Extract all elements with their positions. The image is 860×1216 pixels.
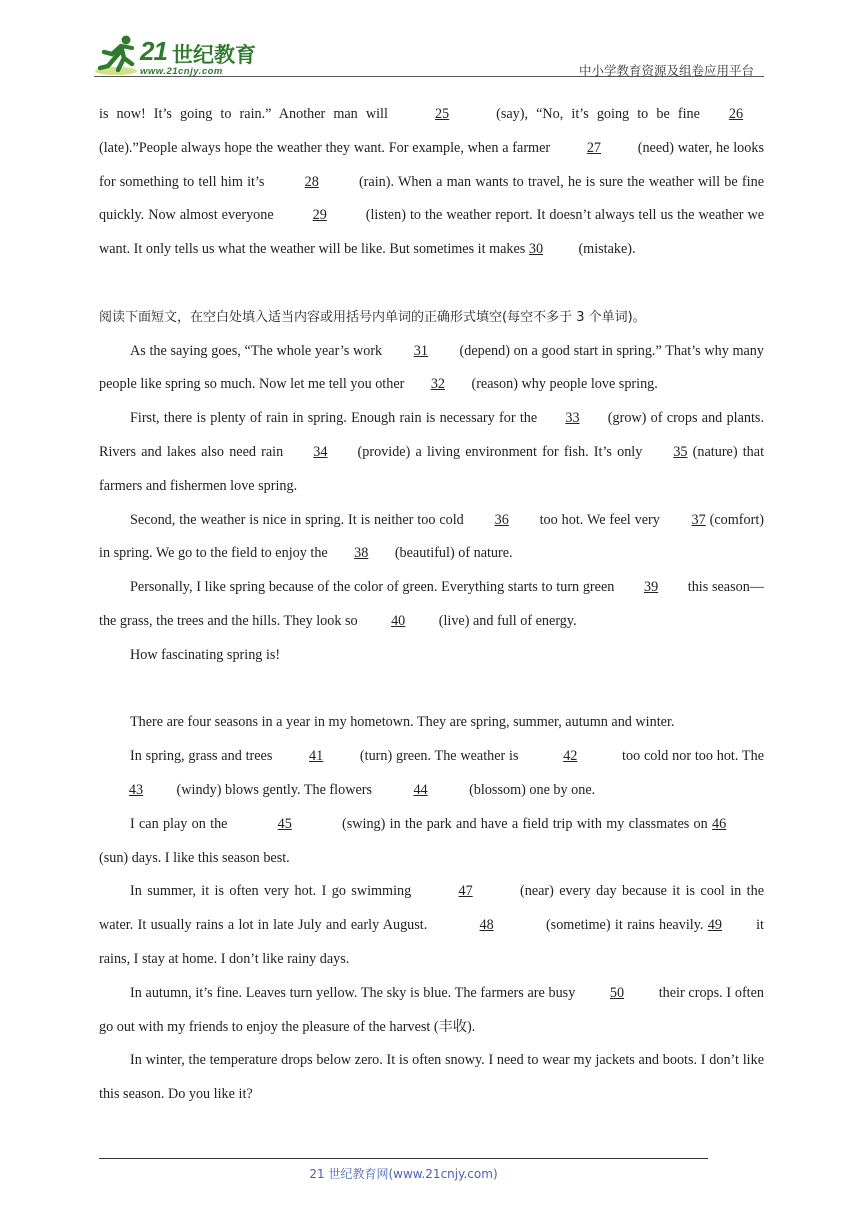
footer-divider: [99, 1158, 708, 1159]
platform-title: 中小学教育资源及组卷应用平台: [578, 63, 754, 78]
blank-46[interactable]: 46: [712, 815, 727, 832]
passage3-paragraph-4: In summer, it is often very hot. I go swimming 47 (near) every day because it is cool in the water. It usually rains a lot in late July and early August. 48 (sometime) it rains heavily. 49 it rains, I stay at home. I don’t like rainy days.: [99, 875, 764, 976]
blank-50[interactable]: 50: [609, 984, 625, 1001]
runner-logo-icon: [94, 34, 140, 78]
blank-27[interactable]: 27: [586, 139, 602, 156]
blank-43[interactable]: 43: [128, 781, 144, 798]
passage3-paragraph-2: In spring, grass and trees 41 (turn) green. The weather is 42 too cold nor too hot. The 43 (windy) blows gently. The flowers 44 (blossom) one by one.: [99, 740, 764, 808]
blank-41[interactable]: 41: [309, 748, 324, 765]
logo-number: 21: [140, 36, 167, 66]
blank-45[interactable]: 45: [277, 815, 292, 832]
page-header: [0, 0, 860, 84]
blank-48[interactable]: 48: [479, 917, 494, 934]
blank-25[interactable]: 25: [434, 106, 450, 122]
passage3-paragraph-6: In winter, the temperature drops below zero. It is often snowy. I need to wear my jackets and boots. I don’t like this season. Do you like it?: [99, 1052, 764, 1103]
blank-29[interactable]: 29: [312, 207, 327, 224]
passage3-paragraph-5: In autumn, it’s fine. Leaves turn yellow. The sky is blue. The farmers are busy 50 their crops. I often go out with my friends to enjoy the pleasure of the harvest (丰收).: [99, 977, 764, 1045]
blank-39[interactable]: 39: [643, 579, 659, 596]
passage2-paragraph-4: Personally, I like spring because of the color of green. Everything starts to turn green 39 this season—the grass, the trees and the hills. They look so 40 (live) and full of energy.: [99, 571, 764, 639]
passage2-paragraph-5: How fascinating spring is!: [130, 646, 281, 663]
logo-url: www.21cnjy.com: [140, 66, 223, 77]
logo-name: 世纪教育: [172, 43, 256, 67]
document-body: [99, 98, 764, 1112]
blank-32[interactable]: 32: [430, 376, 446, 393]
blank-42[interactable]: 42: [563, 748, 578, 765]
blank-31[interactable]: 31: [413, 342, 428, 359]
blank-44[interactable]: 44: [413, 781, 428, 798]
blank-38[interactable]: 38: [354, 545, 369, 562]
footer-link[interactable]: 21 世纪教育网(www.21cnjy.com): [309, 1167, 498, 1181]
blank-49[interactable]: 49: [707, 917, 722, 934]
passage2-paragraph-3: Second, the weather is nice in spring. It is neither too cold 36 too hot. We feel very 37 (comfort) in spring. We go to the field to enjoy the 38 (beautiful) of nature.: [99, 504, 764, 572]
passage2-paragraph-1: As the saying goes, “The whole year’s work 31 (depend) on a good start in spring.” That’s why many people like spring so much. Now let me tell you other 32 (reason) why people love spring.: [99, 335, 764, 403]
site-logo[interactable]: [94, 34, 269, 78]
instruction-text: 阅读下面短文，在空白处填入适当内容或用括号内单词的正确形式填空(每空不多于 3 个单词)。: [99, 309, 646, 325]
blank-47[interactable]: 47: [458, 883, 473, 900]
blank-26[interactable]: 26: [728, 106, 744, 122]
passage3-paragraph-1: There are four seasons in a year in my hometown. They are spring, summer, autumn and winter.: [130, 714, 675, 731]
blank-33[interactable]: 33: [565, 410, 580, 427]
blank-40[interactable]: 40: [391, 612, 406, 629]
passage3-paragraph-3: I can play on the 45 (swing) in the park and have a field trip with my classmates on 46 (sun) days. I like this season best.: [99, 808, 764, 876]
blank-36[interactable]: 36: [494, 511, 509, 528]
blank-37[interactable]: 37: [691, 511, 706, 528]
blank-30[interactable]: 30: [528, 241, 544, 258]
passage2-paragraph-2: First, there is plenty of rain in spring. Enough rain is necessary for the 33 (grow) of crops and plants. Rivers and lakes also need rain 34 (provide) a living environment for fish. It’s only 35 (nature) that farmers and fishermen love spring.: [99, 402, 764, 503]
blank-34[interactable]: 34: [313, 443, 328, 460]
blank-28[interactable]: 28: [304, 173, 319, 190]
blank-35[interactable]: 35: [673, 443, 688, 460]
header-divider: [94, 76, 764, 77]
passage1-paragraph: is now! It’s going to rain.” Another man will 25 (say), “No, it’s going to be fine 26 (late).”People always hope the weather they want. For example, when a farmer 27 (need) water, he looks for something to tell him it’s 28 (rain). When a man wants to travel, he is sure the weather will be fine quickly. Now almost everyone 29 (listen) to the weather report. It doesn’t always tell us the weather we want. It only tells us what the weather will be like. But sometimes it makes 30 (mistake).: [99, 98, 764, 267]
